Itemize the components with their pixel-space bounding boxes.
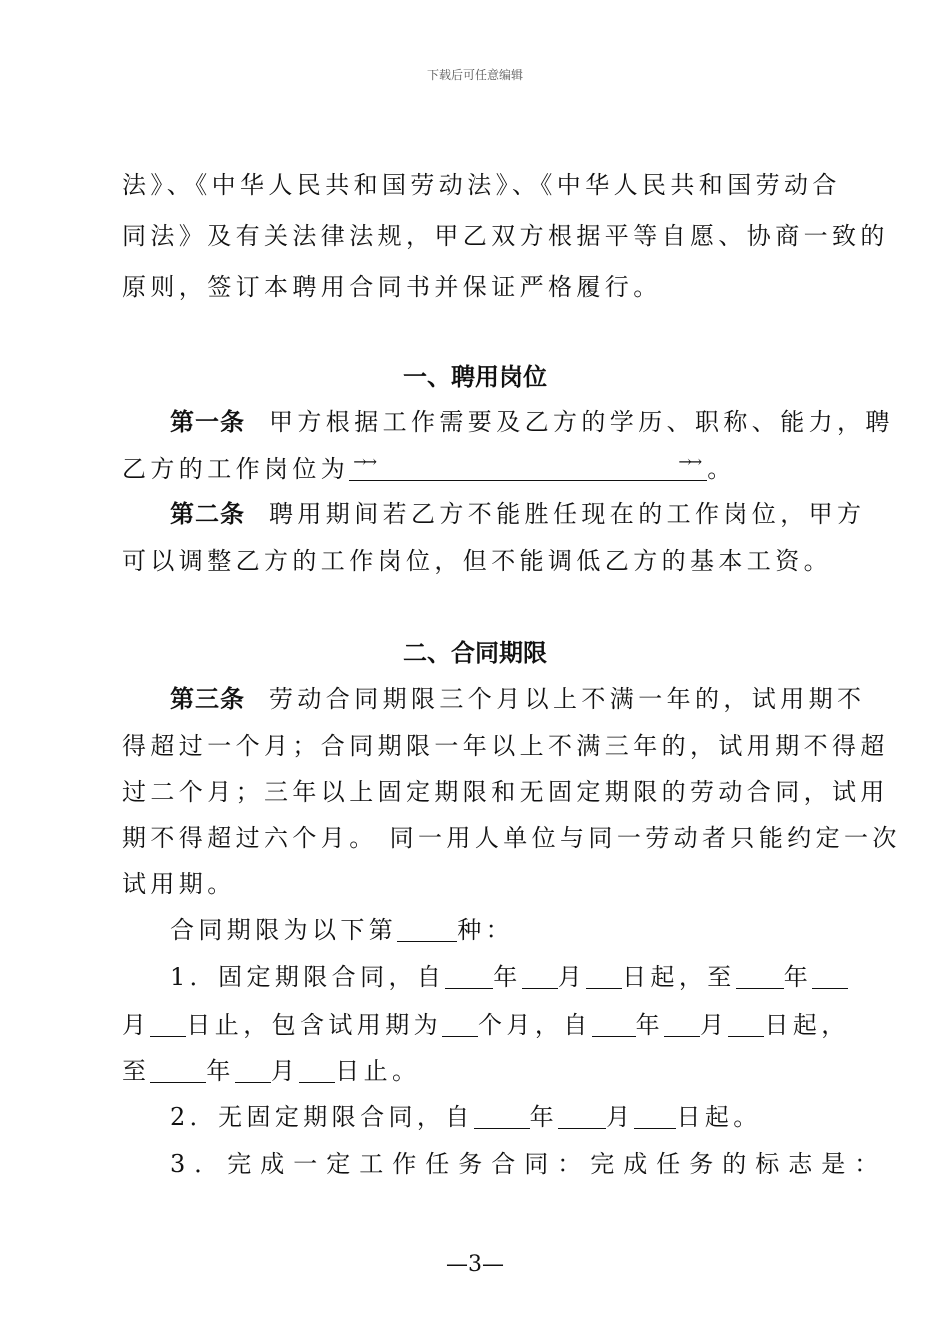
article-1-text: 甲方根据工作需要及乙方的学历、职称、能力，聘 [269, 408, 894, 436]
article-2-line-2: 可以调整乙方的工作岗位，但不能调低乙方的基本工资。 [122, 547, 832, 575]
day-end-label: 日止。 [335, 1057, 421, 1085]
article-1-line-1 [170, 407, 894, 437]
end-day-blank[interactable] [150, 1012, 186, 1037]
option-2-line [170, 1102, 832, 1132]
article-1-line-2 [122, 454, 832, 484]
probation-end-year-blank[interactable] [150, 1058, 206, 1083]
probation-end-month-blank[interactable] [235, 1058, 271, 1083]
article-3-label: 第三条 [170, 685, 245, 713]
month-label: 月 [270, 1057, 300, 1085]
open-ended-day-blank[interactable] [634, 1104, 676, 1129]
option-1-line-3 [122, 1056, 832, 1086]
article-3-line-2: 得超过一个月；合同期限一年以上不满三年的，试用期不得超 [122, 732, 889, 760]
intro-line-1: 法》、《中华人民共和国劳动法》、《中华人民共和国劳动合 [122, 171, 841, 199]
day-from-label: 日起，至 [622, 963, 736, 991]
start-day-blank[interactable] [586, 964, 622, 989]
position-blank[interactable] [349, 452, 707, 481]
months-from-label: 个月，自 [478, 1011, 592, 1039]
probation-end-day-blank[interactable] [299, 1058, 335, 1083]
year-label: 年 [493, 963, 522, 991]
option-1-line-2 [122, 1010, 850, 1040]
term-choice-end: 种： [457, 916, 515, 944]
year-label: 年 [783, 963, 813, 991]
intro-line-2: 同法》及有关法律法规，甲乙双方根据平等自愿、协商一致的 [122, 222, 889, 250]
article-2-line-1 [170, 499, 866, 529]
article-3-line-4: 期不得超过六个月。 同一用人单位与同一劳动者只能约定一次 [122, 824, 901, 852]
day-end-label-2: 日起。 [676, 1103, 762, 1131]
day-from-label-2: 日起， [764, 1011, 850, 1039]
term-choice-text: 合同期限为以下第 [170, 916, 398, 944]
intro-line-3: 原则，签订本聘用合同书并保证严格履行。 [122, 273, 662, 301]
article-3-line-3: 过二个月；三年以上固定期限和无固定期限的劳动合同，试用 [122, 778, 889, 806]
article-1-text-2: 乙方的工作岗位为 [122, 455, 350, 483]
probation-start-year-blank[interactable] [592, 1012, 636, 1037]
open-ended-year-blank[interactable] [474, 1104, 530, 1129]
month-label: 月 [557, 963, 587, 991]
to-label: 至 [122, 1057, 151, 1085]
probation-start-day-blank[interactable] [728, 1012, 764, 1037]
month-label: 月 [700, 1011, 729, 1039]
year-label: 年 [635, 1011, 665, 1039]
day-stop-label: 日止，包含试用期为 [186, 1011, 443, 1039]
start-year-blank[interactable] [445, 964, 493, 989]
article-1-label: 第一条 [170, 408, 245, 436]
article-1-end: 。 [707, 455, 736, 483]
end-month-blank-partial[interactable] [812, 964, 848, 989]
month-label: 月 [122, 1011, 151, 1039]
probation-start-month-blank[interactable] [664, 1012, 700, 1037]
arrow-icon-left: →→ [353, 452, 375, 471]
article-2-label: 第二条 [170, 500, 245, 528]
section-2-heading: 二、合同期限 [403, 639, 547, 667]
article-3-line-5: 试用期。 [122, 870, 236, 898]
open-ended-month-blank[interactable] [558, 1104, 606, 1129]
section-1-heading: 一、聘用岗位 [403, 363, 547, 391]
term-choice-line [170, 915, 832, 945]
article-2-text: 聘用期间若乙方不能胜任现在的工作岗位，甲方 [269, 500, 866, 528]
article-3-line-1 [170, 684, 866, 714]
page-number: —3— [446, 1252, 504, 1277]
probation-months-blank[interactable] [442, 1012, 478, 1037]
arrow-icon-right: →→ [678, 452, 700, 471]
option-1-text: 1．固定期限合同，自 [170, 963, 446, 991]
end-year-blank[interactable] [736, 964, 784, 989]
start-month-blank[interactable] [522, 964, 558, 989]
year-label: 年 [206, 1057, 235, 1085]
option-2-text: 2．无固定期限合同，自 [170, 1103, 474, 1131]
month-label: 月 [606, 1103, 635, 1131]
term-choice-blank[interactable] [397, 917, 457, 942]
option-1-line-1 [170, 962, 832, 992]
page-header-watermark: 下载后可任意编辑 [426, 68, 523, 82]
option-3-line: 3．完成一定工作任务合同：完成任务的标志是： [170, 1150, 888, 1178]
year-label: 年 [529, 1103, 559, 1131]
article-3-text: 劳动合同期限三个月以上不满一年的，试用期不 [269, 685, 866, 713]
